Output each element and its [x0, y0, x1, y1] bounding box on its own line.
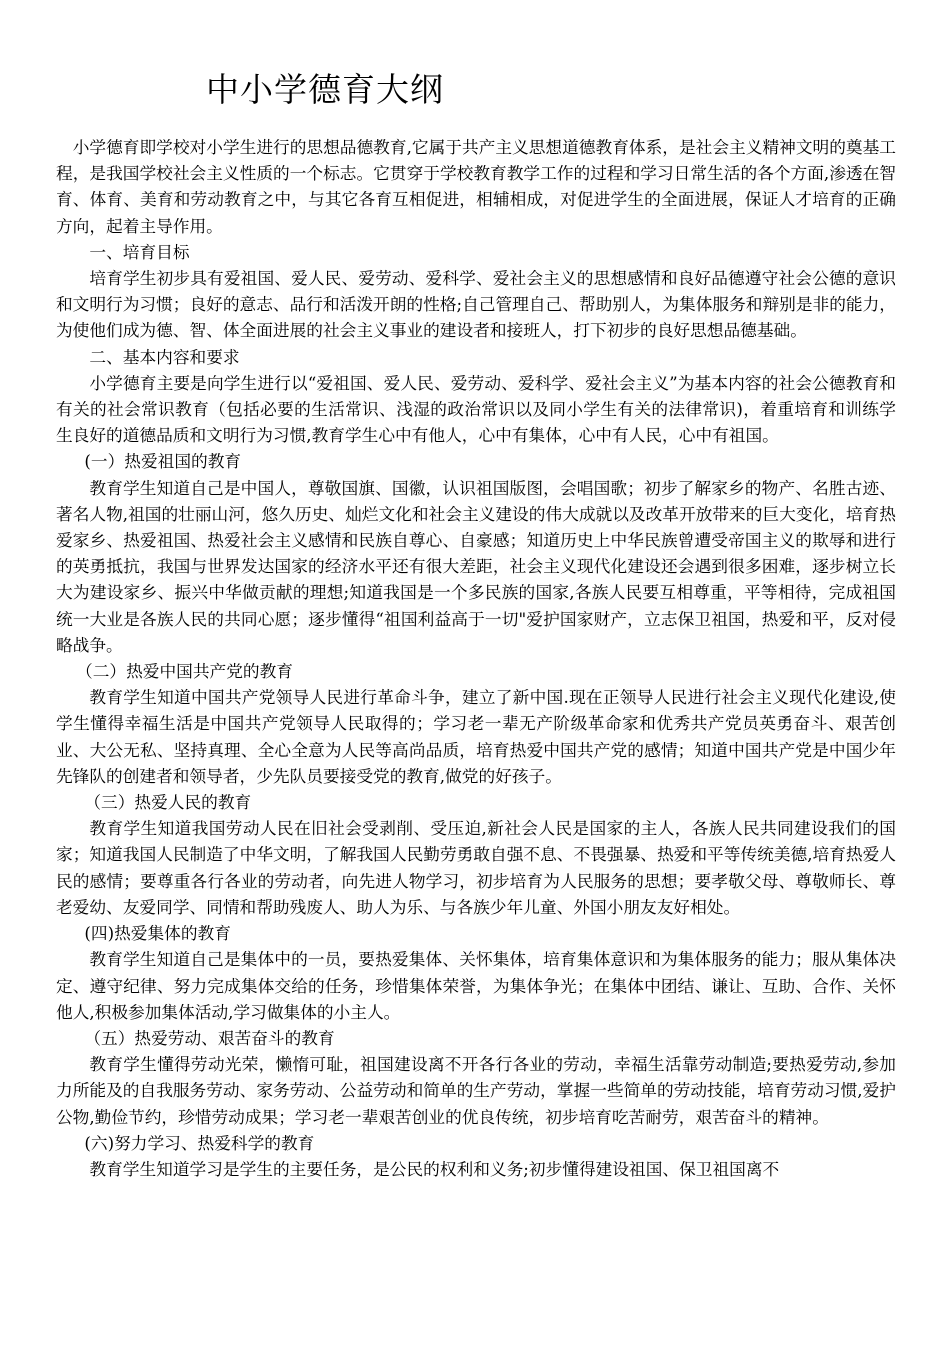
paragraph: 教育学生知道自己是集体中的一员，要热爱集体、关怀集体，培育集体意识和为集体服务的能力；服从集体决定、遵守纪律、努力完成集体交给的任务，珍惜集体荣誉，为集体争光；在集体中团结、谦让、互助、合作、关怀他人,积极参加集体活动,学习做集体的小主人。 — [56, 949, 896, 1022]
document-title: 中小学德育大纲 — [206, 70, 444, 109]
paragraph-intro: 小学德育即学校对小学生进行的思想品德教育,它属于共产主义思想道德教育体系，是社会主义精神文明的奠基工程，是我国学校社会主义性质的一个标志。它贯穿于学校教育教学工作的过程和学习日常生活的各个方面,渗透在智育、体育、美育和劳动教育之中，与其它各育互相促进，相辅相成，对促进学生的全面进展，保证人才培育的正确方向，起着主导作用。 — [56, 137, 896, 236]
paragraph: 培育学生初步具有爱祖国、爱人民、爱劳动、爱科学、爱社会主义的思想感情和良好品德遵守社会公德的意识和文明行为习惯；良好的意志、品行和活泼开朗的性格;自己管理自己、帮助别人，为集体服务和辩别是非的能力，为使他们成为德、智、体全面进展的社会主义事业的建设者和接班人，打下初步的良好思想品德基础。 — [56, 268, 896, 341]
paragraph: 小学德育主要是向学生进行以“爱祖国、爱人民、爱劳动、爱科学、爱社会主义”为基本内容的社会公德教育和有关的社会常识教育（包括必要的生活常识、浅湿的政治常识以及同小学生有关的法律常识)，着重培育和训练学生良好的道德品质和文明行为习惯,教育学生心中有他人，心中有集体，心中有人民，心中有祖国。 — [56, 372, 896, 446]
subsection-heading: （三）热爱人民的教育 — [84, 792, 252, 813]
paragraph: 教育学生懂得劳动光荣，懒惰可耻，祖国建设离不开各行各业的劳动，幸福生活靠劳动制造;要热爱劳动,参加力所能及的自我服务劳动、家务劳动、公益劳动和简单的生产劳动，掌握一些简单的劳动技能，培育劳动习惯,爱护公物,勤俭节约，珍惜劳动成果；学习老一辈艰苦创业的优良传统，初步培育吃苦耐劳，艰苦奋斗的精神。 — [56, 1054, 896, 1127]
subsection-heading: （二）热爱中国共产党的教育 — [76, 661, 293, 682]
section-heading: 一、培育目标 — [89, 241, 190, 262]
subsection-heading: （五）热爱劳动、艰苦奋斗的教育 — [84, 1027, 335, 1048]
subsection-heading: (六)努力学习、热爱科学的教育 — [84, 1132, 315, 1153]
document-body — [56, 134, 896, 1182]
paragraph: 教育学生知道学习是学生的主要任务，是公民的权利和义务;初步懂得建设祖国、保卫祖国离不 — [89, 1158, 780, 1179]
subsection-heading: (一）热爱祖国的教育 — [84, 451, 242, 472]
subsection-heading: (四)热爱集体的教育 — [84, 923, 231, 944]
paragraph: 教育学生知道我国劳动人民在旧社会受剥削、受压迫,新社会人民是国家的主人，各族人民共同建设我们的国家；知道我国人民制造了中华文明，了解我国人民勤劳勇敢自强不息、不畏强暴、热爱和平等传统美德,培育热爱人民的感情；要尊重各行各业的劳动者，向先进人物学习，初步培育为人民服务的思想；要孝敬父母、尊敬师长、尊老爱幼、友爱同学、同情和帮助残废人、助人为乐、与各族少年儿童、外国小朋友友好相处。 — [56, 818, 896, 917]
paragraph: 教育学生知道自己是中国人，尊敬国旗、国徽，认识祖国版图，会唱国歌；初步了解家乡的物产、名胜古迹、著名人物,祖国的壮丽山河，悠久历史、灿烂文化和社会主义建设的伟大成就以及改革开放带来的巨大变化，培育热爱家乡、热爱祖国、热爱社会主义感情和民族自尊心、自豪感；知道历史上中华民族曾遭受帝国主义的欺辱和进行的英勇抵抗，我国与世界发达国家的经济水平还有很大差距，社会主义现代化建设还会遇到很多困难，逐步树立长大为建设家乡、振兴中华做贡献的理想;知道我国是一个多民族的国家,各族人民要互相尊重，平等相待，完成祖国统一大业是各族人民的共同心愿；逐步懂得“祖国利益高于一切"爱护国家财产，立志保卫祖国，热爱和平，反对侵略战争。 — [56, 477, 896, 655]
paragraph: 教育学生知道中国共产党领导人民进行革命斗争，建立了新中国.现在正领导人民进行社会主义现代化建设,使学生懂得幸福生活是中国共产党领导人民取得的；学习老一辈无产阶级革命家和优秀共产党员英勇奋斗、艰苦创业、大公无私、坚持真理、全心全意为人民等高尚品质，培育热爱中国共产党的感情；知道中国共产党是中国少年先锋队的创建者和领导者，少先队员要接受党的教育,做党的好孩子。 — [56, 687, 896, 786]
section-heading: 二、基本内容和要求 — [89, 346, 240, 367]
